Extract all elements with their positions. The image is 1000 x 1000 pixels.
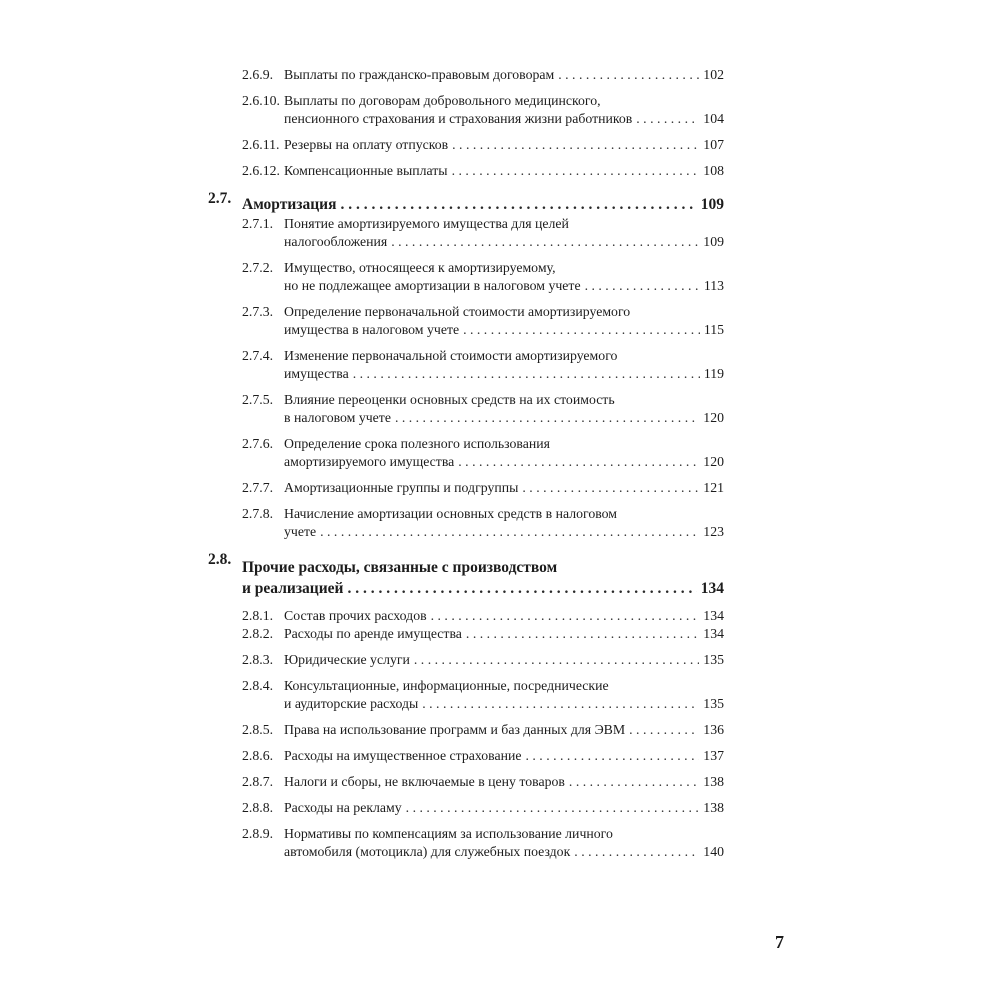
toc-section[interactable] xyxy=(208,188,724,215)
toc-page: 134 xyxy=(700,580,724,597)
toc-title: Консультационные, информационные, посреднические xyxy=(284,678,609,693)
toc-title: Расходы на рекламу xyxy=(284,800,402,815)
toc-number: 2.8.8. xyxy=(242,800,274,815)
toc-entry[interactable] xyxy=(242,799,724,817)
toc-page: 107 xyxy=(703,137,724,152)
dot-leader xyxy=(569,773,699,791)
toc-number: 2.7.2. xyxy=(242,260,274,275)
toc-entry[interactable] xyxy=(242,66,724,84)
toc-entry[interactable] xyxy=(242,92,724,128)
toc-number: 2.7.3. xyxy=(242,304,274,319)
toc-title: налогообложения xyxy=(284,234,388,249)
toc-entry[interactable] xyxy=(242,773,724,791)
toc-entry[interactable] xyxy=(242,607,724,625)
toc-title: пенсионного страхования и страхования жизни работников xyxy=(284,111,633,126)
toc-page: 102 xyxy=(703,67,724,82)
toc-entry[interactable] xyxy=(242,825,724,861)
toc-title: Налоги и сборы, не включаемые в цену товаров xyxy=(284,774,565,789)
toc-entry[interactable] xyxy=(242,303,724,339)
dot-leader xyxy=(466,625,699,643)
toc-number: 2.6.11. xyxy=(242,137,280,152)
toc-title: в налоговом учете xyxy=(284,410,391,425)
dot-leader xyxy=(422,695,699,713)
toc-number: 2.6.12. xyxy=(242,163,280,178)
dot-leader xyxy=(558,66,699,84)
toc-title: амортизируемого имущества xyxy=(284,454,455,469)
toc-number: 2.8.5. xyxy=(242,722,274,737)
toc-title: Имущество, относящееся к амортизируемому, xyxy=(284,260,556,275)
toc-entry[interactable] xyxy=(242,651,724,669)
toc-number: 2.6.9. xyxy=(242,67,274,82)
toc-number: 2.8. xyxy=(208,551,232,568)
dot-leader xyxy=(414,651,699,669)
dot-leader xyxy=(320,523,699,541)
toc-number: 2.7.8. xyxy=(242,506,274,521)
toc-page: 109 xyxy=(700,196,724,213)
toc-title: Определение первоначальной стоимости амортизируемого xyxy=(284,304,631,319)
dot-leader xyxy=(458,453,699,471)
toc-page: 135 xyxy=(703,652,724,667)
dot-leader xyxy=(347,578,696,599)
toc-title: автомобиля (мотоцикла) для служебных поездок xyxy=(284,844,571,859)
toc-entry[interactable] xyxy=(242,435,724,471)
toc-title: учете xyxy=(284,524,317,539)
toc-title: Состав прочих расходов xyxy=(284,608,427,623)
dot-leader xyxy=(391,233,699,251)
toc-number: 2.7.6. xyxy=(242,436,274,451)
toc-entry[interactable] xyxy=(242,625,724,643)
dot-leader xyxy=(406,799,700,817)
toc-title: Начисление амортизации основных средств в налоговом xyxy=(284,506,618,521)
toc-number: 2.8.4. xyxy=(242,678,274,693)
toc-entry[interactable] xyxy=(242,391,724,427)
toc-entry[interactable] xyxy=(242,162,724,180)
dot-leader xyxy=(522,479,699,497)
toc-entry[interactable] xyxy=(242,136,724,154)
toc-page: 138 xyxy=(703,774,724,789)
toc-page: 115 xyxy=(703,322,724,337)
toc-page: 108 xyxy=(703,163,724,178)
toc-number: 2.7.4. xyxy=(242,348,274,363)
toc-entry[interactable] xyxy=(242,721,724,739)
toc-section[interactable] xyxy=(208,549,724,599)
toc-title: Амортизационные группы и подгруппы xyxy=(284,480,519,495)
toc-page: 134 xyxy=(703,626,724,641)
toc-entry[interactable] xyxy=(242,505,724,541)
dot-leader xyxy=(452,162,700,180)
toc-title: Изменение первоначальной стоимости амортизируемого xyxy=(284,348,618,363)
toc-title: и реализацией xyxy=(242,580,344,597)
toc-title: Выплаты по договорам добровольного медицинского, xyxy=(284,93,601,108)
dot-leader xyxy=(395,409,699,427)
toc-page: 123 xyxy=(703,524,724,539)
toc-title: Расходы по аренде имущества xyxy=(284,626,462,641)
toc-title: и аудиторские расходы xyxy=(284,696,419,711)
toc-page: 120 xyxy=(703,410,724,425)
toc-number: 2.8.9. xyxy=(242,826,274,841)
toc-title: Выплаты по гражданско-правовым договорам xyxy=(284,67,555,82)
toc-page: 120 xyxy=(703,454,724,469)
toc-page: 119 xyxy=(703,366,724,381)
toc-number: 2.8.1. xyxy=(242,608,274,623)
toc-page: 138 xyxy=(703,800,724,815)
dot-leader xyxy=(574,843,699,861)
dot-leader xyxy=(340,194,696,215)
toc-entry[interactable] xyxy=(242,479,724,497)
toc-entry[interactable] xyxy=(242,347,724,383)
toc-number: 2.7.7. xyxy=(242,480,274,495)
dot-leader xyxy=(636,110,699,128)
toc-title: имущества в налоговом учете xyxy=(284,322,460,337)
toc-title: Амортизация xyxy=(242,196,337,213)
toc-page: 104 xyxy=(703,111,724,126)
toc-page: 113 xyxy=(703,278,724,293)
dot-leader xyxy=(452,136,699,154)
toc-title: Расходы на имущественное страхование xyxy=(284,748,522,763)
toc-title: Резервы на оплату отпусков xyxy=(284,137,449,152)
toc-title: Понятие амортизируемого имущества для целей xyxy=(284,216,569,231)
toc-page: 135 xyxy=(703,696,724,711)
toc-entry[interactable] xyxy=(242,259,724,295)
dot-leader xyxy=(353,365,700,383)
dot-leader xyxy=(585,277,700,295)
toc-title: имущества xyxy=(284,366,349,381)
toc-title: Определение срока полезного использования xyxy=(284,436,550,451)
toc-number: 2.6.10. xyxy=(242,93,280,108)
toc-number: 2.7.1. xyxy=(242,216,274,231)
dot-leader xyxy=(629,721,699,739)
toc-entry[interactable] xyxy=(242,747,724,765)
toc-title: Права на использование программ и баз данных для ЭВМ xyxy=(284,722,626,737)
toc-number: 2.7. xyxy=(208,190,232,207)
table-of-contents xyxy=(208,66,724,861)
toc-entry[interactable] xyxy=(242,677,724,713)
toc-title: Нормативы по компенсациям за использование личного xyxy=(284,826,613,841)
toc-page: 134 xyxy=(703,608,724,623)
toc-page: 140 xyxy=(703,844,724,859)
toc-page: 136 xyxy=(703,722,724,737)
toc-number: 2.8.6. xyxy=(242,748,274,763)
toc-title: Прочие расходы, связанные с производством xyxy=(242,559,558,576)
page-number: 7 xyxy=(775,932,784,952)
toc-number: 2.8.7. xyxy=(242,774,274,789)
dot-leader xyxy=(431,607,700,625)
toc-title: но не подлежащее амортизации в налоговом учете xyxy=(284,278,581,293)
toc-title: Влияние переоценки основных средств на их стоимость xyxy=(284,392,615,407)
dot-leader xyxy=(463,321,700,339)
dot-leader xyxy=(526,747,700,765)
toc-number: 2.8.2. xyxy=(242,626,274,641)
toc-page: 137 xyxy=(703,748,724,763)
toc-number: 2.8.3. xyxy=(242,652,274,667)
toc-page: 121 xyxy=(703,480,724,495)
toc-page: 109 xyxy=(703,234,724,249)
toc-title: Юридические услуги xyxy=(284,652,410,667)
toc-number: 2.7.5. xyxy=(242,392,274,407)
toc-entry[interactable] xyxy=(242,215,724,251)
toc-title: Компенсационные выплаты xyxy=(284,163,448,178)
